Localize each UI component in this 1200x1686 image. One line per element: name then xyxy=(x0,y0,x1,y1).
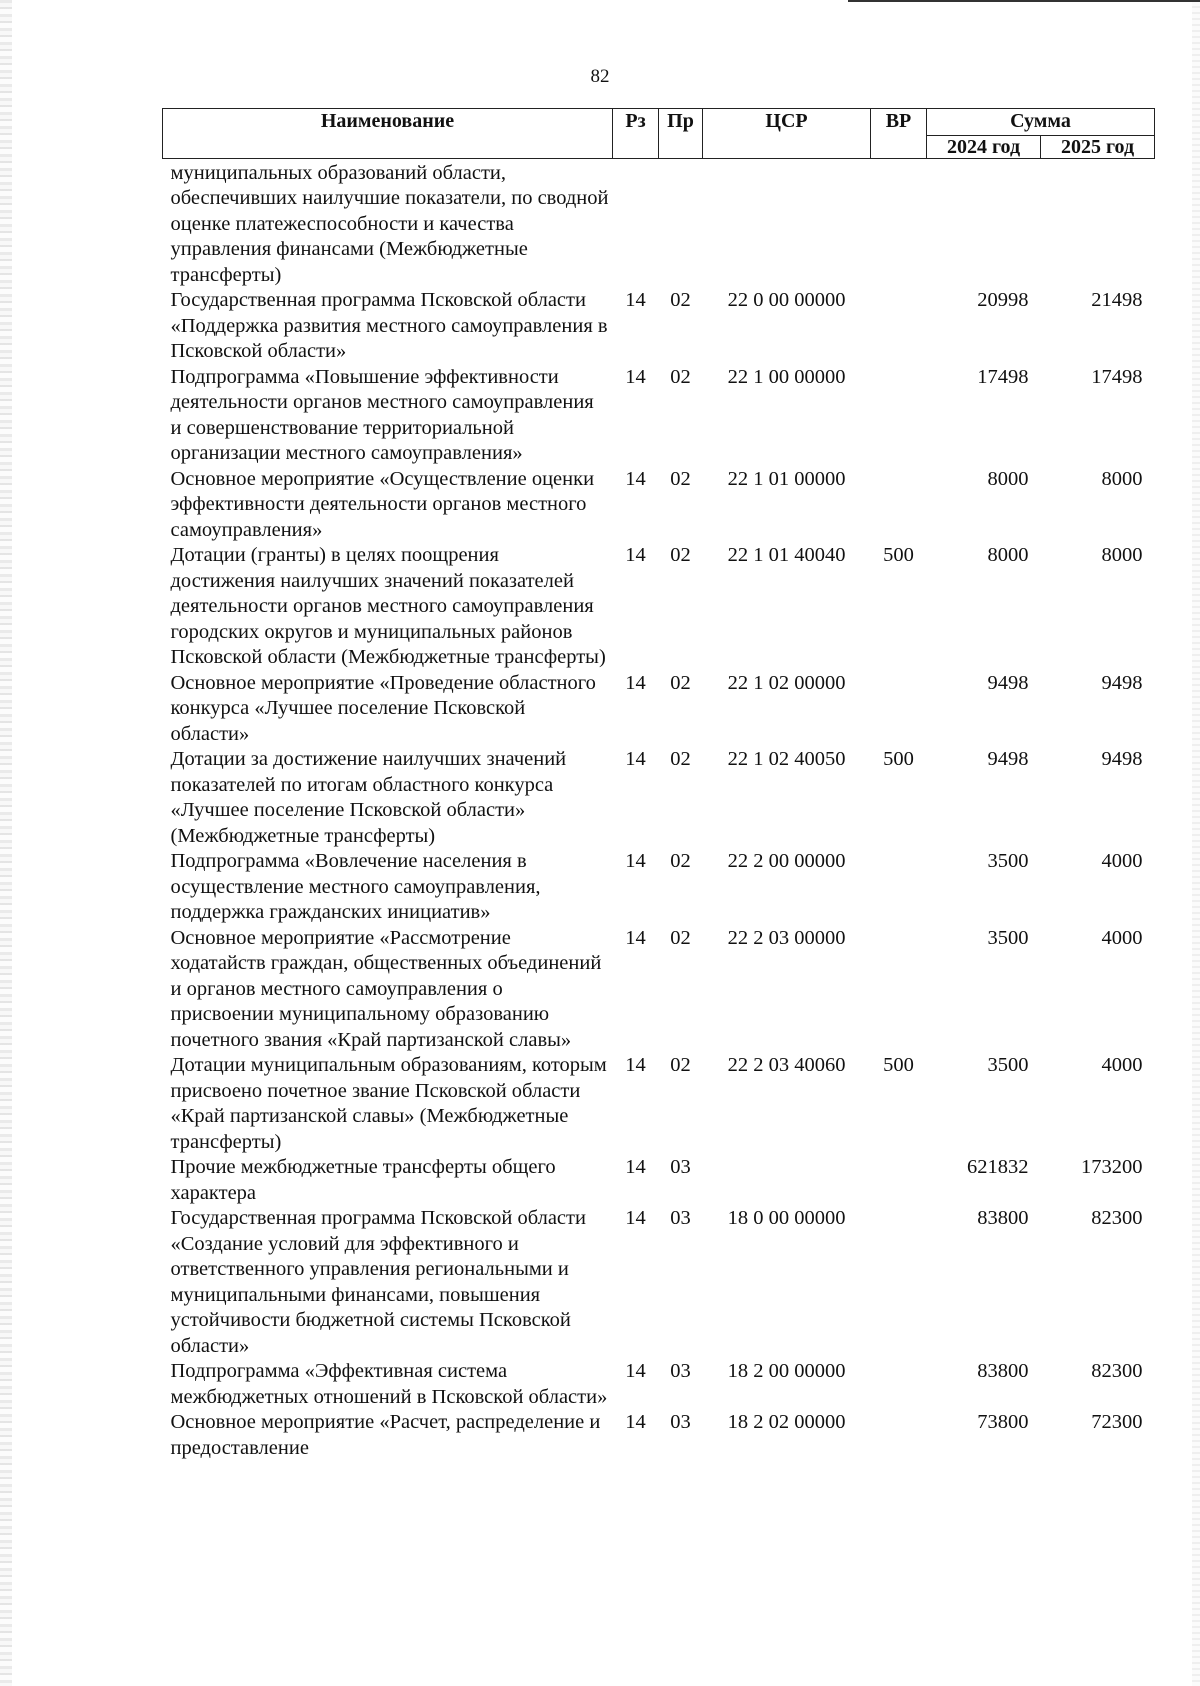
row-pr: 02 xyxy=(670,926,691,949)
row-amount-2025: 21498 xyxy=(1091,289,1143,311)
row-pr: 02 xyxy=(670,289,691,311)
row-amount-2025: 8000 xyxy=(1101,467,1143,490)
row-rz: 14 xyxy=(625,1156,646,1178)
row-name: Государственная программа Псковской области «Поддержка развития местного самоуправления в Псковской области» xyxy=(170,289,608,362)
row-rz: 14 xyxy=(625,1207,646,1229)
table-row xyxy=(163,926,1155,1054)
row-csr: 22 2 00 00000 xyxy=(727,850,846,872)
row-pr: 02 xyxy=(670,365,691,388)
row-csr xyxy=(703,1155,871,1206)
row-pr: 02 xyxy=(670,671,691,694)
row-vr xyxy=(871,158,927,288)
row-name: Подпрограмма «Вовлечение населения в осуществление местного самоуправления, поддержка гражданских инициатив» xyxy=(170,850,541,923)
table-row xyxy=(163,1053,1155,1155)
row-name: Основное мероприятие «Рассмотрение ходатайств граждан, общественных объединений и органов местного самоуправления о присвоении муниципальному образованию почетного звания «Край партизанской славы» xyxy=(170,926,602,1051)
table-row xyxy=(163,158,1155,288)
header-rz: Рз xyxy=(613,109,659,159)
row-rz: 14 xyxy=(625,365,646,388)
row-pr: 02 xyxy=(670,850,691,872)
row-amount-2025: 173200 xyxy=(1081,1156,1143,1178)
table-row xyxy=(163,288,1155,365)
row-pr: 03 xyxy=(670,1360,691,1382)
row-vr: 500 xyxy=(883,544,914,566)
row-amount-2024: 83800 xyxy=(977,1207,1029,1229)
row-vr xyxy=(871,288,927,365)
header-2024: 2024 год xyxy=(927,135,1041,158)
row-amount-2024: 8000 xyxy=(987,467,1029,490)
table-header xyxy=(163,109,1155,159)
row-amount-2025: 8000 xyxy=(1101,544,1143,566)
row-rz: 14 xyxy=(625,289,646,311)
row-name: Дотации (гранты) в целях поощрения достижения наилучших значений показателей деятельности органов местного самоуправления городских округов и муниципальных районов Псковской области (Межбюджетные трансферты) xyxy=(170,544,606,668)
row-amount-2024: 621832 xyxy=(967,1156,1029,1178)
row-pr: 02 xyxy=(670,467,691,490)
row-vr xyxy=(871,365,927,467)
row-name: Государственная программа Псковской области «Создание условий для эффективного и ответственного управления региональными и муниципальными финансами, повышения устойчивости бюджетной системы Псковской области» xyxy=(170,1207,586,1357)
row-vr xyxy=(871,1359,927,1410)
row-vr xyxy=(871,467,927,544)
row-pr: 03 xyxy=(670,1411,691,1433)
row-name: Прочие межбюджетные трансферты общего характера xyxy=(170,1156,556,1204)
row-csr: 22 2 03 00000 xyxy=(727,926,846,949)
row-vr: 500 xyxy=(883,1054,914,1076)
scan-top-line xyxy=(848,0,1200,2)
row-amount-2024: 3500 xyxy=(987,926,1029,949)
table-row xyxy=(163,1155,1155,1206)
row-csr xyxy=(703,158,871,288)
row-amount-2024: 9498 xyxy=(987,671,1029,694)
row-pr: 03 xyxy=(670,1207,691,1229)
row-rz: 14 xyxy=(625,544,646,566)
table-row xyxy=(163,1410,1155,1461)
scan-edge-left xyxy=(0,0,12,1686)
row-vr xyxy=(871,1155,927,1206)
row-amount-2024: 9498 xyxy=(987,748,1029,770)
table-row xyxy=(163,849,1155,926)
row-amount-2024: 20998 xyxy=(977,289,1029,311)
row-csr: 22 1 00 00000 xyxy=(727,365,846,388)
row-rz: 14 xyxy=(625,748,646,770)
row-amount-2025: 82300 xyxy=(1091,1207,1143,1229)
row-amount-2024: 73800 xyxy=(977,1411,1029,1433)
row-csr: 22 1 01 00000 xyxy=(727,467,846,490)
page-number: 82 xyxy=(590,66,610,87)
row-vr xyxy=(871,849,927,926)
row-csr: 22 1 02 00000 xyxy=(727,671,846,694)
row-pr: 02 xyxy=(670,748,691,770)
row-amount-2025 xyxy=(1041,158,1155,288)
row-amount-2025: 4000 xyxy=(1101,1054,1143,1076)
row-rz: 14 xyxy=(625,926,646,949)
row-amount-2025: 4000 xyxy=(1101,850,1143,872)
header-name: Наименование xyxy=(163,109,613,159)
row-rz: 14 xyxy=(625,467,646,490)
row-amount-2024: 3500 xyxy=(987,1054,1029,1076)
row-rz: 14 xyxy=(625,1054,646,1076)
row-csr: 22 2 03 40060 xyxy=(727,1054,846,1076)
row-amount-2024: 3500 xyxy=(987,850,1029,872)
row-amount-2025: 17498 xyxy=(1091,365,1143,388)
row-name: Дотации за достижение наилучших значений показателей по итогам областного конкурса «Лучшее поселение Псковской области» (Межбюджетные трансферты) xyxy=(170,748,567,847)
row-amount-2025: 72300 xyxy=(1091,1411,1143,1433)
row-rz: 14 xyxy=(625,1411,646,1433)
row-amount-2025: 82300 xyxy=(1091,1360,1143,1382)
table-row xyxy=(163,543,1155,671)
row-vr xyxy=(871,1410,927,1461)
row-rz: 14 xyxy=(625,1360,646,1382)
row-name: муниципальных образований области, обеспечивших наилучшие показатели, по сводной оценке платежеспособности и качества управления финансами (Межбюджетные трансферты) xyxy=(170,161,609,286)
row-csr: 18 0 00 00000 xyxy=(727,1207,846,1229)
row-vr xyxy=(871,1206,927,1359)
budget-table xyxy=(162,108,1155,1461)
row-name: Подпрограмма «Эффективная система межбюджетных отношений в Псковской области» xyxy=(170,1360,608,1408)
row-csr: 22 1 02 40050 xyxy=(727,748,846,770)
table-row xyxy=(163,747,1155,849)
row-pr: 03 xyxy=(670,1156,691,1178)
row-csr: 22 1 01 40040 xyxy=(727,544,846,566)
row-csr: 22 0 00 00000 xyxy=(727,289,846,311)
row-vr xyxy=(871,926,927,1054)
scan-edge-right xyxy=(1192,0,1200,1686)
header-sum: Сумма xyxy=(927,109,1155,136)
row-pr: 02 xyxy=(670,1054,691,1076)
table-row xyxy=(163,467,1155,544)
header-2025: 2025 год xyxy=(1041,135,1155,158)
header-csr: ЦСР xyxy=(703,109,871,159)
row-rz xyxy=(613,158,659,288)
table-body xyxy=(163,158,1155,1461)
header-vr: ВР xyxy=(871,109,927,159)
row-name: Подпрограмма «Повышение эффективности деятельности органов местного самоуправления и совершенствование территориальной организации местного самоуправления» xyxy=(170,365,594,464)
row-pr xyxy=(659,158,703,288)
row-amount-2024: 83800 xyxy=(977,1360,1029,1382)
row-amount-2024: 17498 xyxy=(977,365,1029,388)
table-row xyxy=(163,671,1155,748)
row-vr xyxy=(871,671,927,748)
row-amount-2024 xyxy=(927,158,1041,288)
table-row xyxy=(163,365,1155,467)
row-amount-2025: 9498 xyxy=(1101,671,1143,694)
row-csr: 18 2 00 00000 xyxy=(727,1360,846,1382)
row-amount-2025: 9498 xyxy=(1101,748,1143,770)
row-amount-2025: 4000 xyxy=(1101,926,1143,949)
table-row xyxy=(163,1206,1155,1359)
row-rz: 14 xyxy=(625,850,646,872)
row-name: Дотации муниципальным образованиям, которым присвоено почетное звание Псковской области «Край партизанской славы» (Межбюджетные трансферты) xyxy=(170,1054,607,1153)
table-row xyxy=(163,1359,1155,1410)
row-csr: 18 2 02 00000 xyxy=(727,1411,846,1433)
row-name: Основное мероприятие «Проведение областного конкурса «Лучшее поселение Псковской области» xyxy=(170,671,596,745)
row-pr: 02 xyxy=(670,544,691,566)
row-name: Основное мероприятие «Расчет, распределение и предоставление xyxy=(170,1411,601,1459)
row-rz: 14 xyxy=(625,671,646,694)
header-pr: Пр xyxy=(659,109,703,159)
row-name: Основное мероприятие «Осуществление оценки эффективности деятельности органов местного самоуправления» xyxy=(170,467,595,541)
row-vr: 500 xyxy=(883,748,914,770)
row-amount-2024: 8000 xyxy=(987,544,1029,566)
